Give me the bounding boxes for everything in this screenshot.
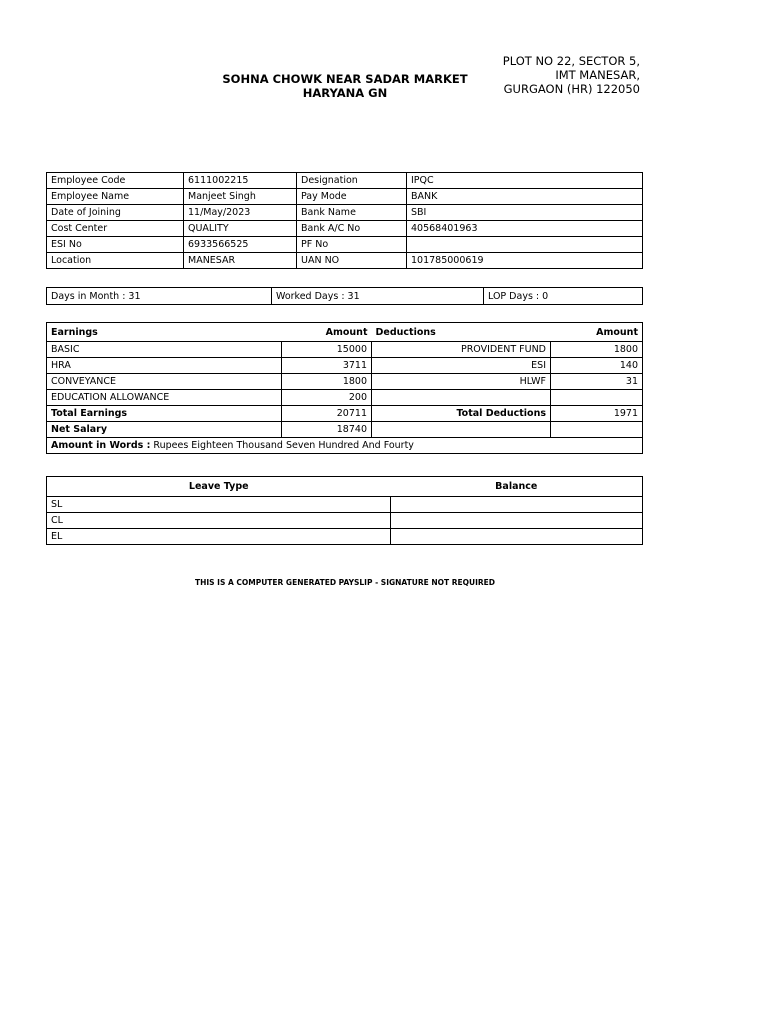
pay-mode-value: BANK (407, 189, 643, 205)
table-row (47, 221, 643, 237)
earning-name: EDUCATION ALLOWANCE (47, 390, 282, 406)
cost-center-label: Cost Center (47, 221, 184, 237)
address-line-1: SOHNA CHOWK NEAR SADAR MARKET (222, 72, 468, 86)
earning-name: HRA (47, 358, 282, 374)
table-row (47, 173, 643, 189)
net-salary-value: 18740 (282, 422, 372, 438)
leave-header-row (47, 477, 643, 497)
salary-table (46, 322, 643, 454)
footer-note: THIS IS A COMPUTER GENERATED PAYSLIP - SIGNATURE NOT REQUIRED (194, 578, 496, 587)
plot-line-2: IMT MANESAR, (555, 68, 640, 82)
table-row (47, 497, 643, 513)
bank-name-value: SBI (407, 205, 643, 221)
totals-row (47, 406, 643, 422)
leave-balance (391, 513, 643, 529)
amount-header-deductions: Amount (551, 323, 643, 342)
employee-details-table (46, 172, 643, 269)
bank-account-label: Bank A/C No (297, 221, 407, 237)
leave-balance (391, 497, 643, 513)
deduction-amount: 140 (551, 358, 643, 374)
table-row (47, 189, 643, 205)
uan-no-value: 101785000619 (407, 253, 643, 269)
amount-in-words-value: Rupees Eighteen Thousand Seven Hundred And Fourty (150, 440, 414, 451)
total-deductions-label: Total Deductions (372, 406, 551, 422)
plot-line-3: GURGAON (HR) 122050 (503, 82, 640, 96)
table-row (47, 513, 643, 529)
earning-amount: 15000 (282, 342, 372, 358)
table-row (47, 253, 643, 269)
deduction-amount: 31 (551, 374, 643, 390)
table-row (47, 390, 643, 406)
employee-name-value: Manjeet Singh (184, 189, 297, 205)
date-of-joining-value: 11/May/2023 (184, 205, 297, 221)
designation-value: IPQC (407, 173, 643, 189)
pf-no-label: PF No (297, 237, 407, 253)
leave-balance (391, 529, 643, 545)
table-row (47, 374, 643, 390)
date-of-joining-label: Date of Joining (47, 205, 184, 221)
salary-header-row (47, 323, 643, 342)
empty-cell (551, 422, 643, 438)
cost-center-value: QUALITY (184, 221, 297, 237)
esi-no-value: 6933566525 (184, 237, 297, 253)
pf-no-value (407, 237, 643, 253)
amount-header-earnings: Amount (282, 323, 372, 342)
balance-header: Balance (391, 477, 643, 497)
employee-code-label: Employee Code (47, 173, 184, 189)
designation-label: Designation (297, 173, 407, 189)
leave-type: CL (47, 513, 391, 529)
deduction-name (372, 390, 551, 406)
table-row (47, 529, 643, 545)
earning-name: BASIC (47, 342, 282, 358)
leave-type: EL (47, 529, 391, 545)
lop-days: LOP Days : 0 (484, 288, 643, 305)
table-row (47, 358, 643, 374)
worked-days: Worked Days : 31 (272, 288, 484, 305)
deduction-name: PROVIDENT FUND (372, 342, 551, 358)
deduction-amount (551, 390, 643, 406)
employee-code-value: 6111002215 (184, 173, 297, 189)
bank-name-label: Bank Name (297, 205, 407, 221)
company-address (200, 72, 490, 100)
days-in-month: Days in Month : 31 (47, 288, 272, 305)
bank-account-value: 40568401963 (407, 221, 643, 237)
table-row (47, 342, 643, 358)
amount-in-words (47, 438, 643, 454)
leave-type: SL (47, 497, 391, 513)
earnings-header: Earnings (47, 323, 282, 342)
attendance-table (46, 287, 643, 305)
deduction-name: HLWF (372, 374, 551, 390)
table-row (47, 237, 643, 253)
total-earnings-label: Total Earnings (47, 406, 282, 422)
address-line-2: HARYANA GN (302, 86, 388, 100)
plot-address (470, 54, 640, 96)
leave-type-header: Leave Type (47, 477, 391, 497)
total-earnings-value: 20711 (282, 406, 372, 422)
leave-table (46, 476, 643, 545)
plot-line-1: PLOT NO 22, SECTOR 5, (502, 54, 640, 68)
net-salary-row (47, 422, 643, 438)
net-salary-label: Net Salary (47, 422, 282, 438)
deduction-amount: 1800 (551, 342, 643, 358)
esi-no-label: ESI No (47, 237, 184, 253)
employee-name-label: Employee Name (47, 189, 184, 205)
deductions-header: Deductions (372, 323, 551, 342)
location-value: MANESAR (184, 253, 297, 269)
earning-amount: 200 (282, 390, 372, 406)
table-row (47, 205, 643, 221)
earning-name: CONVEYANCE (47, 374, 282, 390)
empty-cell (372, 422, 551, 438)
total-deductions-value: 1971 (551, 406, 643, 422)
table-row (47, 288, 643, 305)
earning-amount: 3711 (282, 358, 372, 374)
deduction-name: ESI (372, 358, 551, 374)
amount-in-words-row (47, 438, 643, 454)
uan-no-label: UAN NO (297, 253, 407, 269)
pay-mode-label: Pay Mode (297, 189, 407, 205)
location-label: Location (47, 253, 184, 269)
amount-in-words-label: Amount in Words : (51, 440, 151, 451)
earning-amount: 1800 (282, 374, 372, 390)
